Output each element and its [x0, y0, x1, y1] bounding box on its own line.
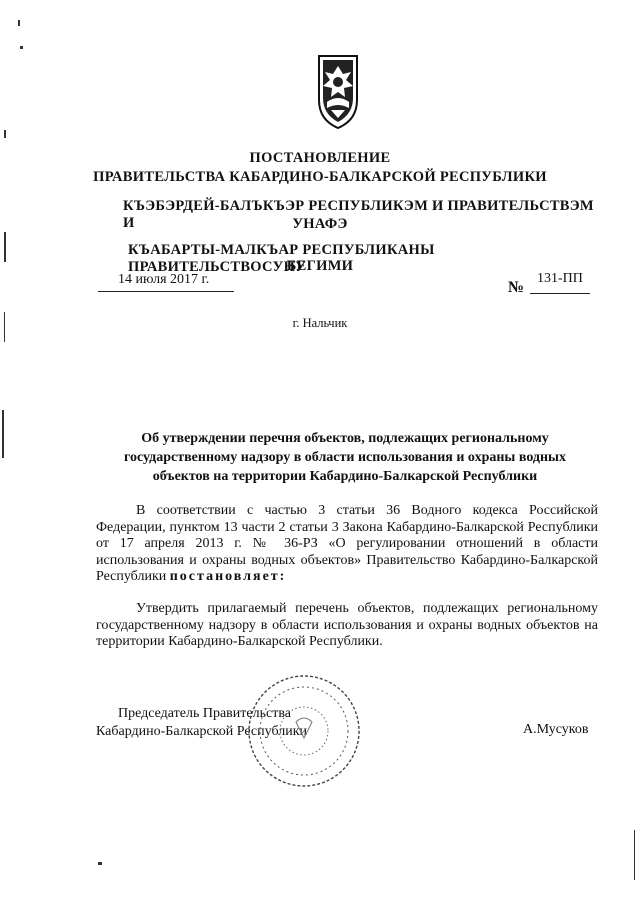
header-balkar-line1: КЪАБАРТЫ-МАЛКЪАР РЕСПУБЛИКАНЫ ПРАВИТЕЛЬСТВОСУНУ	[128, 242, 435, 275]
document-date: 14 июля 2017 г.	[118, 272, 210, 287]
paragraph-1	[96, 503, 598, 586]
header-title: ПОСТАНОВЛЕНИЕ	[249, 150, 391, 166]
number-underline	[530, 293, 590, 294]
scan-mark	[2, 410, 4, 458]
scan-mark	[634, 830, 635, 880]
paragraph-2-text: Утвердить прилагаемый перечень объектов, подлежащих региональному государственному надзору в области использования и охраны водных объектов на территории Кабардино-Балкарской Республики.	[96, 601, 598, 649]
official-seal-icon	[244, 672, 364, 790]
title-line: государственному надзору в области использования и охраны водных	[123, 450, 566, 465]
title-line: объектов на территории Кабардино-Балкарской Республики	[152, 469, 538, 484]
number-label: №	[508, 279, 525, 296]
signatory-name: А.Мусуков	[523, 722, 589, 737]
date-underline	[98, 291, 234, 292]
signatory-position-line1: Председатель Правительства	[118, 706, 291, 721]
decree-action-word: постановляет:	[169, 569, 287, 584]
signatory-position-line2: Кабардино-Балкарской Республики	[96, 724, 307, 739]
coat-of-arms-icon	[313, 50, 363, 130]
title-line: Об утверждении перечня объектов, подлежащих региональному	[141, 431, 549, 446]
header-kabardian-line1: КЪЭБЭРДЕЙ-БАЛЪКЪЭР РЕСПУБЛИКЭМ И ПРАВИТЕЛЬСТВЭМ И	[123, 198, 594, 231]
paragraph-2	[96, 601, 598, 651]
paragraph-1-text: В соответствии с частью 3 статьи 36 Водного кодекса Российской Федерации, пунктом 13 части 2 статьи 3 Закона Кабардино-Балкарской Республики от 17 апреля 2013 г. № 36-РЗ «О регулировании отношений в области использования и охраны водных объектов» Правительство Кабардино-Балкарской Республики	[96, 503, 598, 584]
scan-mark	[18, 20, 20, 26]
scan-mark	[98, 862, 102, 865]
scan-mark	[4, 130, 6, 138]
header-kabardian-line2: УНАФЭ	[292, 216, 348, 232]
document-number: 131-ПП	[537, 271, 583, 286]
header-balkar-line2: БЕГИМИ	[286, 258, 354, 274]
document-title	[110, 429, 580, 486]
city: г. Нальчик	[292, 316, 348, 330]
header-subtitle: ПРАВИТЕЛЬСТВА КАБАРДИНО-БАЛКАРСКОЙ РЕСПУБЛИКИ	[93, 169, 547, 185]
scan-mark	[20, 46, 23, 49]
